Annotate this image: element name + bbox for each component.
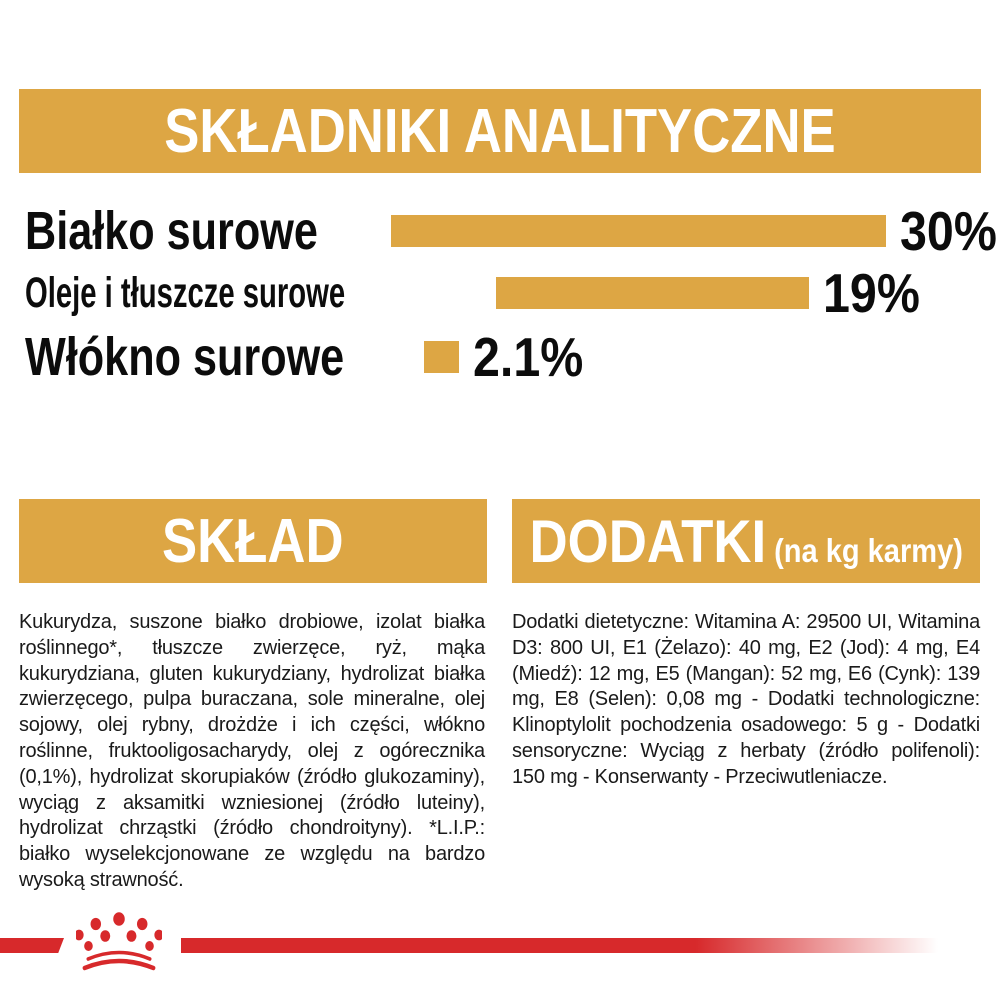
additives-banner bbox=[512, 499, 980, 583]
chart-row bbox=[25, 326, 985, 388]
chart-category-label: Włókno surowe bbox=[25, 327, 345, 387]
chart-category-label: Oleje i tłuszcze surowe bbox=[25, 268, 346, 317]
chart-value-label: 19% bbox=[823, 262, 921, 324]
chart-category-label: Białko surowe bbox=[25, 201, 318, 261]
chart-value-label: 30% bbox=[900, 200, 997, 262]
chart-row bbox=[25, 262, 985, 324]
royal-canin-crown-icon bbox=[76, 911, 162, 973]
brand-stripe-right bbox=[181, 938, 938, 953]
chart-row bbox=[25, 200, 997, 262]
analytical-chart bbox=[0, 0, 1000, 400]
chart-bar bbox=[391, 215, 886, 247]
composition-text: Kukurydza, suszone białko drobiowe, izolat białka roślinnego*, tłuszcze zwierzęce, ryż, mąka kukurydziana, gluten kukurydziany, hydrolizat białka zwierzęcego, pulpa buraczana, sole mineralne, olej sojowy, olej rybny, drożdże i ich części, włókno roślinne, fruktooligosacharydy, olej z ogórecznika (0,1%), hydrolizat skorupiaków (źródło glukozaminy), wyciąg z aksamitki wzniesionej (źródło luteiny), hydrolizat chrząstki (źródło chondroityny). *L.I.P.: białko wyselekcjonowane ze względu na bardzo wysoką strawność. bbox=[19, 611, 485, 891]
chart-bar bbox=[496, 277, 810, 309]
composition-banner bbox=[19, 499, 487, 583]
brand-stripe-left bbox=[0, 938, 64, 953]
additives-title-suffix: (na kg karmy) bbox=[773, 531, 963, 569]
analytical-constituents-title: SKŁADNIKI ANALITYCZNE bbox=[164, 96, 836, 166]
composition-title: SKŁAD bbox=[162, 506, 344, 576]
additives-title: DODATKI bbox=[529, 507, 766, 575]
chart-value-label: 2.1% bbox=[472, 326, 583, 388]
chart-bar bbox=[424, 341, 459, 373]
additives-text: Dodatki dietetyczne: Witamina A: 29500 UI, Witamina D3: 800 UI, E1 (Żelazo): 40 mg, E2 (Jod): 4 mg, E4 (Miedź): 12 mg, E5 (Mangan): 52 mg, E6 (Cynk): 139 mg, E8 (Selen): 0,08 mg - Dodatki technologiczne: Klinoptylolit pochodzenia osadowego: 5 g - Dodatki sensoryczne: Wyciąg z herbaty (źródło polifenoli): 150 mg - Konserwanty - Przeciwutleniacze. bbox=[512, 611, 980, 788]
